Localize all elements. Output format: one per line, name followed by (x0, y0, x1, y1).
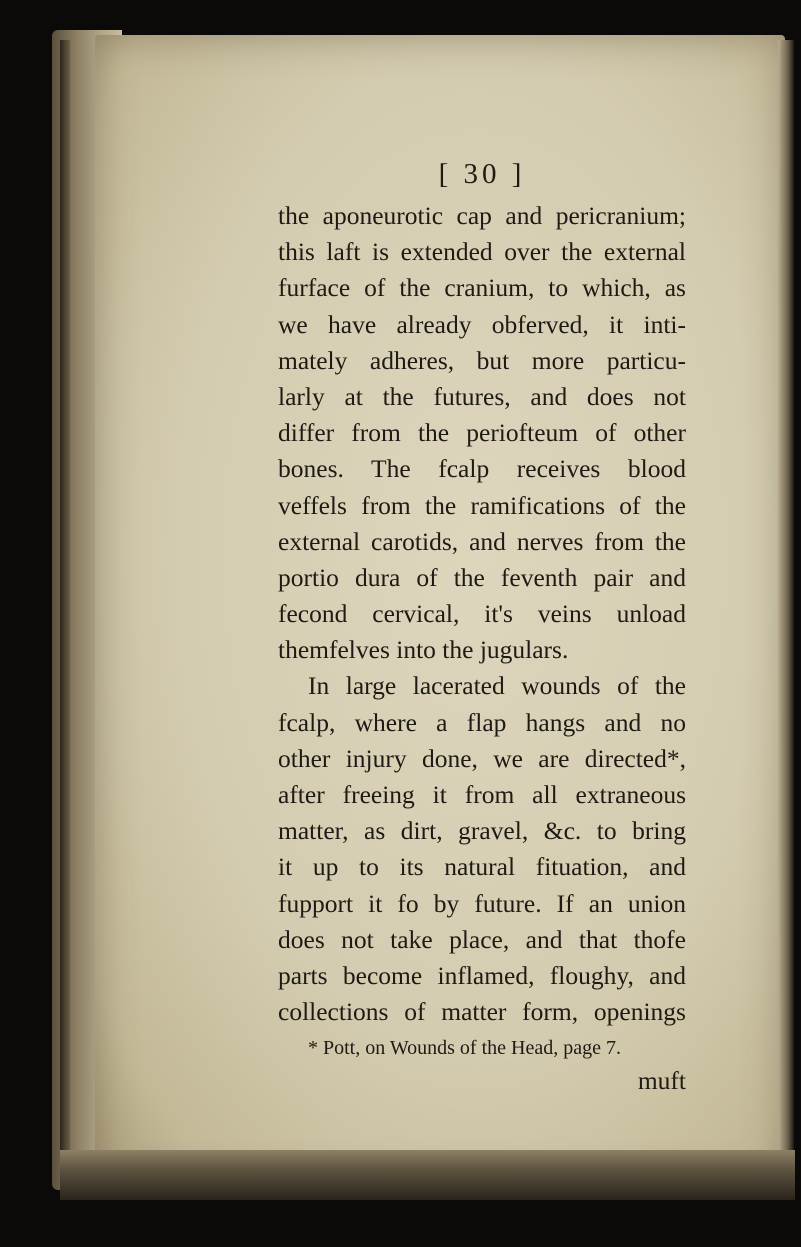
text-line: it up to its natural fituation, and (278, 852, 686, 882)
binding-edge (60, 40, 70, 1180)
page-number-header: [ 30 ] (438, 158, 526, 190)
text-line: In large lacerated wounds of the (308, 671, 686, 701)
text-line: the aponeurotic cap and pericranium; (278, 201, 686, 230)
text-line: collections of matter form, openings (278, 997, 686, 1027)
text-line: themfelves into the jugulars. (278, 635, 569, 665)
text-line: matter, as dirt, gravel, &c. to bring (278, 816, 686, 846)
text-line: other injury done, we are directed*, (278, 743, 686, 773)
footnote: * Pott, on Wounds of the Head, page 7. (308, 1037, 621, 1060)
text-line: fcalp, where a flap hangs and no (278, 707, 686, 737)
text-line: parts become inflamed, floughy, and (278, 960, 686, 990)
text-line: mately adheres, but more particu- (278, 345, 686, 375)
text-line: veffels from the ramifications of the (278, 490, 686, 520)
text-line: larly at the futures, and does not (278, 381, 686, 411)
page-text (278, 158, 686, 1098)
page-right-edge (778, 40, 794, 1190)
text-line: fupport it fo by future. If an union (278, 888, 686, 918)
text-line: portio dura of the feventh pair and (278, 562, 686, 592)
text-line: fecond cervical, it's veins unload (278, 599, 686, 629)
text-line: furface of the cranium, to which, as (278, 273, 686, 303)
text-line: differ from the periofteum of other (278, 418, 686, 448)
text-line: external carotids, and nerves from the (278, 526, 686, 556)
text-line: does not take place, and that thofe (278, 924, 686, 954)
page-bottom-edge (60, 1150, 795, 1200)
text-line: bones. The fcalp receives blood (278, 454, 686, 484)
catchword: muft (637, 1066, 686, 1096)
text-line: we have already obferved, it inti- (278, 309, 686, 339)
text-line: after freeing it from all extraneous (278, 780, 686, 809)
text-line: this laft is extended over the external (278, 237, 686, 267)
